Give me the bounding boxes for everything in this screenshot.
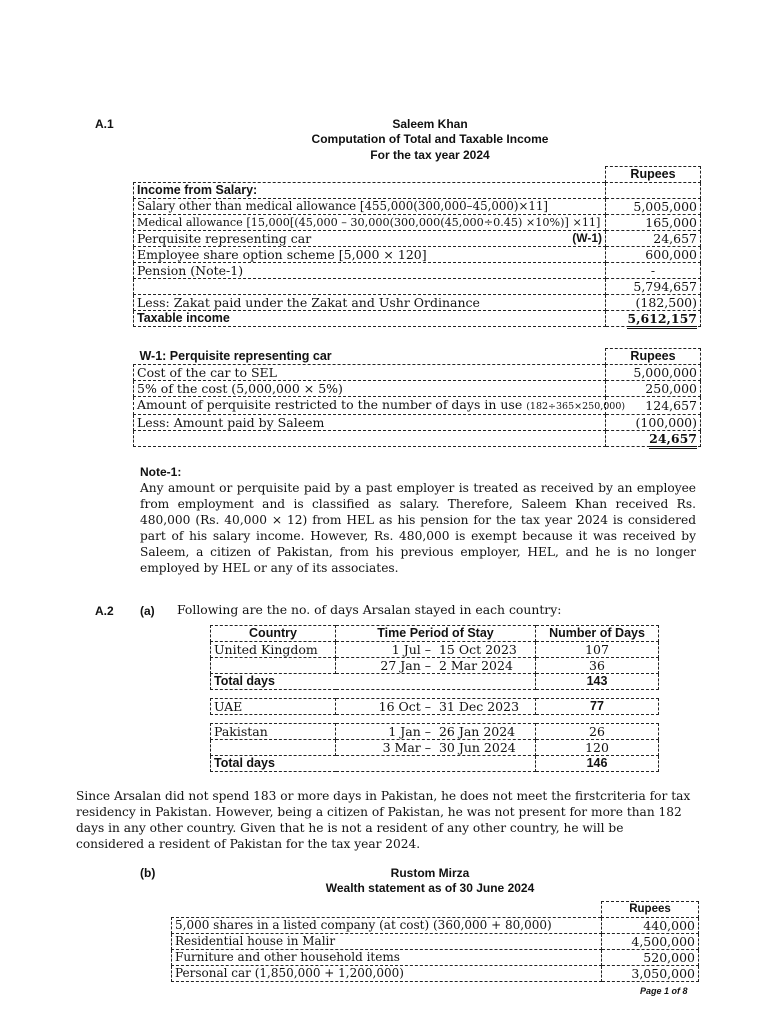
table-row: 5,000 shares in a listed company (at cost) (360,000 + 80,000) 440,000 [172,918,699,934]
table-row: United Kingdom 1 Jul – 15 Oct 2023 107 [211,642,659,658]
period-to: 2 Mar 2024 [438,658,513,673]
b-subtitle: Wealth statement as of 30 June 2024 [325,881,535,895]
a2-intro: Following are the no. of days Arsalan stayed in each country: [177,602,562,617]
a1-name: Saleem Khan [392,117,468,131]
period-from: 27 Jan – [380,658,431,673]
period-from: 1 Jul – [391,642,431,657]
table-row: Residential house in Malir 4,500,000 [172,934,699,950]
section-label-a1: A.1 [95,117,114,131]
income-table [133,166,701,327]
table-row: 3 Mar – 30 Jun 2024 120 [211,740,659,756]
w1-total-value: 24,657 [649,431,697,449]
table-row: Income from Salary: [134,183,701,199]
table-row: Personal car (1,850,000 + 1,200,000) 3,050,000 [172,966,699,982]
page-number: Page 1 of 8 [640,986,688,996]
table-row: Total days 146 [211,756,659,772]
w1-rupees-header: Rupees [606,349,701,365]
table-row: Total days 143 [211,674,659,690]
table-row: Pakistan 1 Jan – 26 Jan 2024 26 [211,724,659,740]
table-row [134,431,701,447]
taxable-income-value: 5,612,157 [627,311,697,329]
table-row: Perquisite representing car (W-1) 24,657 [134,231,701,247]
col-header-period: Time Period of Stay [336,626,536,642]
period-from: 16 Oct – [378,699,431,714]
table-row: 5,794,657 [134,279,701,295]
note-text: Any amount or perquisite paid by a past employer is treated as received by an employee from employment and is classified as salary. Therefore, Saleem Khan received Rs. 480,000 (Rs. 40,000 × 12) from HEL as his pension for the tax year 2024 is considered part of his salary income. However, Rs. 480,000 is exempt because it was received by Saleem, a citizen of Pakistan, from his previous employer, HEL, and he is no longer employed by HEL or any of its associates. [140,481,696,575]
w1-title: W-1: Perquisite representing car [139,348,332,363]
table-row: Taxable income 5,612,157 [134,311,701,327]
days-table [210,625,659,772]
a1-year: For the tax year 2024 [370,148,490,162]
row-calc: (182÷365×250,000) [526,401,626,412]
part-b-label: (b) [140,866,156,880]
table-row: Cost of the car to SEL 5,000,000 [134,365,701,381]
table-row: Amount of perquisite restricted to the number of days in use (182÷365×250,000) 124,657 [134,397,701,415]
period-from: 3 Mar – [382,740,431,755]
table-row: Employee share option scheme [5,000 × 120] 600,000 [134,247,701,263]
table-row: Medical allowance [15,000[(45,000 – 30,000(300,000(45,000÷0.45) ×10%)] ×11] 165,000 [134,215,701,231]
row-label: Amount of perquisite restricted to the number of days in use [137,397,523,412]
col-header-country: Country [211,626,336,642]
table-row: Salary other than medical allowance [455,000(300,000–45,000)×11] 5,005,000 [134,199,701,215]
period-to: 31 Dec 2023 [438,699,520,714]
table-row: Furniture and other household items 520,000 [172,950,699,966]
rupees-header: Rupees [606,167,701,183]
b-name: Rustom Mirza [390,866,470,880]
w1-ref: (W-1) [572,231,602,245]
col-header-days: Number of Days [536,626,659,642]
table-row: 27 Jan – 2 Mar 2024 36 [211,658,659,674]
period-to: 26 Jan 2024 [438,724,516,739]
part-a-label: (a) [140,604,155,618]
period-to: 15 Oct 2023 [438,642,517,657]
wealth-table [171,901,699,982]
table-row: Pension (Note-1) - [134,263,701,279]
table-row: 5% of the cost (5,000,000 × 5%) 250,000 [134,381,701,397]
b-rupees-header: Rupees [602,902,699,918]
w1-table [133,348,701,447]
table-row: Less: Amount paid by Saleem (100,000) [134,415,701,431]
row-label: Perquisite representing car [137,231,312,246]
table-row: Less: Zakat paid under the Zakat and Ushr Ordinance (182,500) [134,295,701,311]
section-label-a2: A.2 [95,604,114,618]
period-from: 1 Jan – [388,724,431,739]
table-row: UAE 16 Oct – 31 Dec 2023 77 [211,699,659,715]
note-title: Note-1: [140,465,182,479]
period-to: 30 Jun 2024 [438,740,516,755]
residency-conclusion: Since Arsalan did not spend 183 or more days in Pakistan, he does not meet the firstcriteria for tax residency in Pakistan. However, being a citizen of Pakistan, he was not present for more than 182 days in any other country. Given that he is not a resident of any other country, he will be considered a resident of Pakistan for the tax year 2024. [76,789,691,851]
a1-subtitle: Computation of Total and Taxable Income [311,132,549,146]
